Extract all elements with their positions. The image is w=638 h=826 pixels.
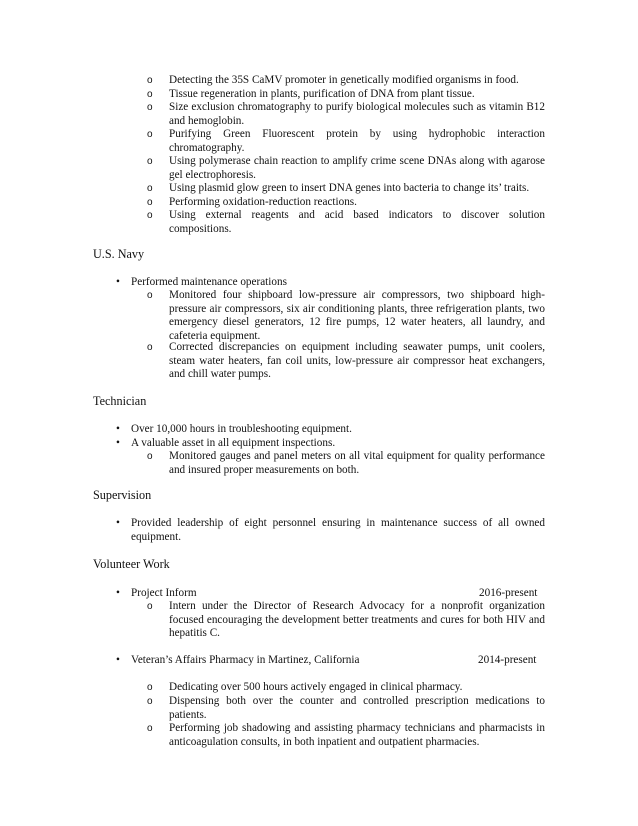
list-marker: o	[147, 197, 153, 208]
list-item: o Purifying Green Fluorescent protein by using hydrophobic interaction chromatography.	[147, 128, 545, 154]
list-marker: o	[147, 696, 153, 707]
list-item: o Dedicating over 500 hours actively engaged in clinical pharmacy.	[147, 681, 463, 693]
bullet-item: • Provided leadership of eight personnel ensuring in maintenance success of all owned equipment.	[116, 517, 545, 543]
list-marker: o	[147, 156, 153, 167]
list-item: o Corrected discrepancies on equipment including seawater pumps, unit coolers, steam water heaters, fan coil units, low-pressure air compressor heat exchangers, and chill water pumps.	[147, 341, 545, 381]
list-item: o Monitored four shipboard low-pressure air compressors, two shipboard high-pressure air compressors, six air conditioning plants, three refrigeration plants, two emergency diesel generators, 12 fire pumps, 12 water heaters, all laundry, and cafeteria equipment.	[147, 289, 545, 342]
date-range: 2014-present	[478, 654, 537, 666]
bullet-marker: •	[116, 437, 120, 449]
list-item: o Detecting the 35S CaMV promoter in genetically modified organisms in food.	[147, 74, 519, 86]
list-item: o Performing oxidation-reduction reactions.	[147, 196, 357, 208]
bullet-item-project-inform: • Project Inform 2016-present	[116, 587, 538, 599]
list-item: o Dispensing both over the counter and controlled prescription medications to patients.	[147, 695, 545, 721]
section-title-supervision: Supervision	[93, 488, 152, 502]
section-title-volunteer: Volunteer Work	[93, 557, 170, 571]
section-title-navy: U.S. Navy	[93, 247, 145, 261]
list-item: o Performing job shadowing and assisting pharmacy technicians and pharmacists in anticoagulation consults, in both inpatient and outpatient pharmacies.	[147, 722, 545, 748]
list-marker: o	[147, 601, 153, 612]
list-item: o Tissue regeneration in plants, purification of DNA from plant tissue.	[147, 88, 475, 100]
list-item: o Intern under the Director of Research Advocacy for a nonprofit organization focused encouraging the development better treatments and cures for both HIV and hepatitis C.	[147, 600, 545, 640]
bullet-marker: •	[116, 587, 120, 599]
bullet-item: • A valuable asset in all equipment inspections.	[116, 437, 336, 449]
list-marker: o	[147, 102, 153, 113]
list-marker: o	[147, 723, 153, 734]
list-marker: o	[147, 210, 153, 221]
list-marker: o	[147, 129, 153, 140]
list-marker: o	[147, 290, 153, 301]
list-marker: o	[147, 682, 153, 693]
list-item: o Using polymerase chain reaction to amplify crime scene DNAs along with agarose gel electrophoresis.	[147, 155, 545, 181]
section-title-technician: Technician	[93, 394, 147, 408]
list-item: o Using plasmid glow green to insert DNA genes into bacteria to change its’ traits.	[147, 182, 530, 194]
list-item: o Using external reagents and acid based indicators to discover solution compositions.	[147, 209, 545, 235]
list-item: o Monitored gauges and panel meters on all vital equipment for quality performance and insured proper measurements on both.	[147, 450, 545, 476]
list-item: o Size exclusion chromatography to purify biological molecules such as vitamin B12 and hemoglobin.	[147, 101, 545, 127]
bullet-marker: •	[116, 654, 120, 666]
list-marker: o	[147, 75, 153, 86]
bullet-item-va-pharmacy: • Veteran’s Affairs Pharmacy in Martinez, California 2014-present	[116, 654, 537, 666]
bullet-item: • Over 10,000 hours in troubleshooting equipment.	[116, 423, 352, 435]
bullet-marker: •	[116, 423, 120, 435]
list-marker: o	[147, 342, 153, 353]
bullet-item: • Performed maintenance operations	[116, 276, 287, 288]
date-range: 2016-present	[479, 587, 538, 599]
list-marker: o	[147, 183, 153, 194]
bullet-marker: •	[116, 517, 120, 529]
list-marker: o	[147, 451, 153, 462]
list-marker: o	[147, 89, 153, 100]
bullet-marker: •	[116, 276, 120, 288]
